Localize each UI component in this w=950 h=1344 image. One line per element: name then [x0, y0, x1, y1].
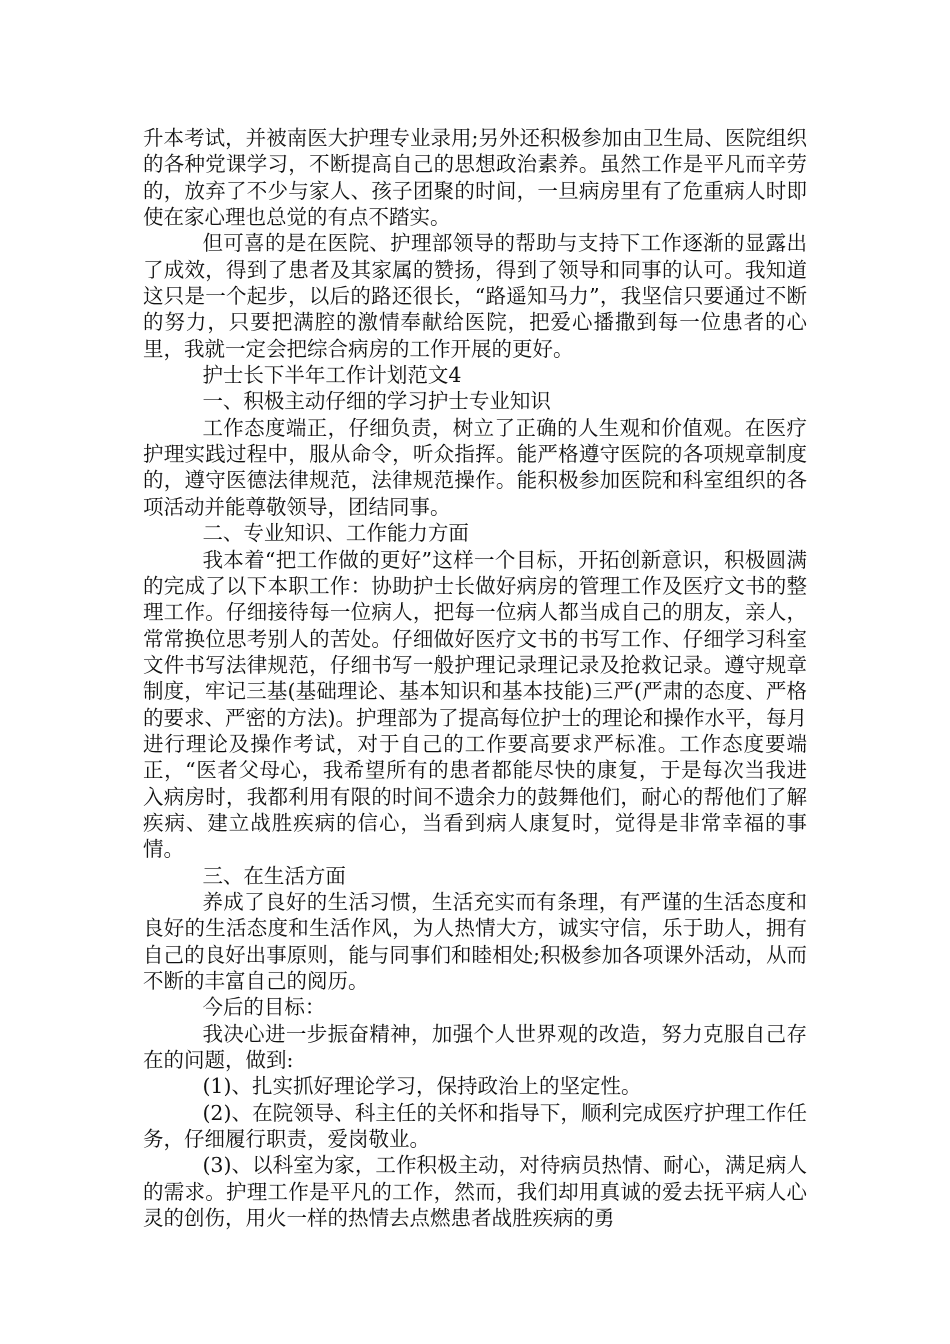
paragraph-achievements: 但可喜的是在医院、护理部领导的帮助与支持下工作逐渐的显露出了成效，得到了患者及其家属的赞扬，得到了领导和同事的认可。我知道这只是一个起步，以后的路还很长，“路遥知马力”，我坚信只要通过不断的努力，只要把满腔的激情奉献给医院，把爱心播撒到每一位患者的心里，我就一定会把综合病房的工作开展的更好。	[143, 231, 807, 361]
paragraph-attitude: 工作态度端正，仔细负责，树立了正确的人生观和价值观。在医疗护理实践过程中，服从命令，听众指挥。能严格遵守医院的各项规章制度的，遵守医德法律规范，法律规范操作。能积极参加医院和科室组织的各项活动并能尊敬领导，团结同事。	[143, 415, 807, 519]
paragraph-continuation: 升本考试，并被南医大护理专业录用;另外还积极参加由卫生局、医院组织的各种党课学习，不断提高自己的思想政治素养。虽然工作是平凡而辛劳的，放弃了不少与家人、孩子团聚的时间，一旦病房里有了危重病人时即使在家心理也总觉的有点不踏实。	[143, 126, 807, 230]
paragraph-life: 养成了良好的生活习惯，生活充实而有条理，有严谨的生活态度和良好的生活态度和生活作风，为人热情大方，诚实守信，乐于助人，拥有自己的良好出事原则，能与同事们和睦相处;积极参加各项课外活动，从而不断的丰富自己的阅历。	[143, 889, 807, 993]
goal-item-3: (3)、以科室为家，工作积极主动，对待病员热情、耐心，满足病人的需求。护理工作是平凡的工作，然而，我们却用真诚的爱去抚平病人心灵的创伤，用火一样的热情去点燃患者战胜疾病的勇	[143, 1153, 807, 1231]
heading-goals: 今后的目标：	[202, 995, 326, 1020]
goal-item-1: (1)、扎实抓好理论学习，保持政治上的坚定性。	[202, 1074, 642, 1099]
document-body	[143, 125, 807, 1231]
section-title: 护士长下半年工作计划范文4	[202, 363, 462, 388]
heading-professional: 二、专业知识、工作能力方面	[202, 521, 469, 546]
paragraph-professional: 我本着“把工作做的更好”这样一个目标，开拓创新意识，积极圆满的完成了以下本职工作：协助护士长做好病房的管理工作及医疗文书的整理工作。仔细接待每一位病人，把每一位病人都当成自己的朋友，亲人，常常换位思考别人的苦处。仔细做好医疗文书的书写工作、仔细学习科室文件书写法律规范，仔细书写一般护理记录理记录及抢救记录。遵守规章制度，牢记三基(基础理论、基本知识和基本技能)三严(严肃的态度、严格的要求、严密的方法)。护理部为了提高每位护士的理论和操作水平，每月进行理论及操作考试，对于自己的工作要高要求严标准。工作态度要端正，“医者父母心，我希望所有的患者都能尽快的康复，于是每次当我进入病房时，我都利用有限的时间不遗余力的鼓舞他们，耐心的帮他们了解疾病、建立战胜疾病的信心，当看到病人康复时，觉得是非常幸福的事情。	[143, 547, 807, 862]
heading-study: 一、积极主动仔细的学习护士专业知识	[202, 389, 551, 414]
heading-life: 三、在生活方面	[202, 863, 346, 888]
paragraph-goals: 我决心进一步振奋精神，加强个人世界观的改造，努力克服自己存在的问题，做到:	[143, 1021, 807, 1073]
goal-item-2: (2)、在院领导、科主任的关怀和指导下，顺利完成医疗护理工作任务，仔细履行职责，爱岗敬业。	[143, 1100, 807, 1152]
